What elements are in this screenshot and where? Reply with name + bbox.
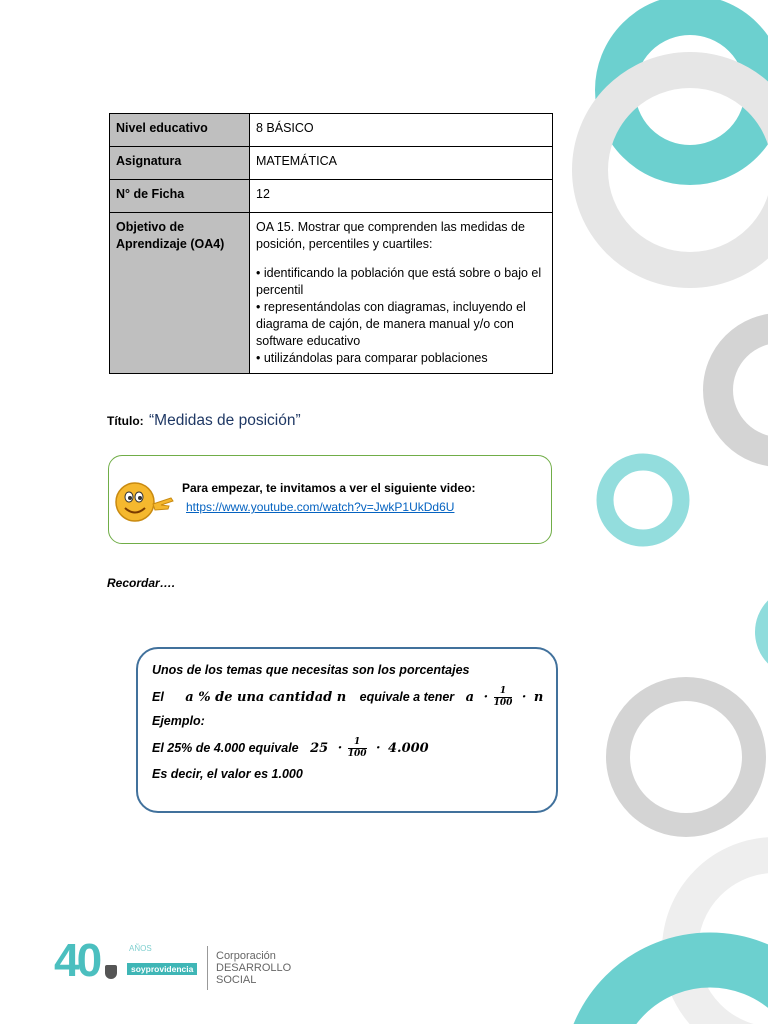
logo-anos: AÑOS <box>129 944 152 953</box>
fraction <box>348 737 367 760</box>
line2-prefix: El <box>152 689 164 704</box>
fraction-numerator: 1 <box>348 737 367 749</box>
logo-40: 40 <box>54 934 100 986</box>
corp-line1: Corporación <box>216 950 276 962</box>
ring-teal-small <box>605 462 681 538</box>
reminder-line1: Unos de los temas que necesitas son los porcentajes <box>152 663 470 677</box>
fraction-denominator: 100 <box>347 749 367 759</box>
reminder-line3: Ejemplo: <box>152 714 205 728</box>
page-title <box>107 412 301 430</box>
objetivo-bullet: • utilizándolas para comparar poblaciones <box>256 351 488 365</box>
objetivo-label-line2: Aprendizaje (OA4) <box>116 237 225 251</box>
video-intro-text: Para empezar, te invitamos a ver el siguiente video: <box>182 481 476 495</box>
dot-operator: · <box>483 689 489 705</box>
line2-a: a <box>465 689 475 705</box>
logo-corporacion <box>216 950 291 986</box>
row-value: MATEMÁTICA <box>250 147 553 180</box>
objetivo-intro: OA 15. Mostrar que comprenden las medidas de posición, percentiles y cuartiles: <box>256 220 525 251</box>
line4-25: 25 <box>310 740 329 756</box>
objetivo-bullet: • identificando la población que está sobre o bajo el percentil <box>256 266 542 297</box>
line2-n: n <box>533 689 544 705</box>
objetivo-value <box>250 213 553 374</box>
table-row-objetivo <box>110 213 553 374</box>
line2-math: a % de una cantidad n <box>185 689 347 705</box>
recordar-heading: Recordar…. <box>107 576 176 590</box>
row-value: 8 BÁSICO <box>250 114 553 147</box>
dot-operator: · <box>521 689 527 705</box>
row-label: Nivel educativo <box>110 114 250 147</box>
info-table <box>109 113 553 374</box>
corp-line3: SOCIAL <box>216 974 257 986</box>
line2-mid: equivale a tener <box>359 689 455 704</box>
objetivo-bullet: • representándolas con diagramas, incluyendo el diagrama de cajón, de manera manual y/o con software educativo <box>256 300 526 348</box>
table-row <box>110 180 553 213</box>
reminder-line2 <box>152 686 543 709</box>
fraction <box>494 686 513 709</box>
video-callout <box>108 455 552 544</box>
objetivo-label-line1: Objetivo de <box>116 220 185 234</box>
fraction-denominator: 100 <box>493 698 513 708</box>
dot-operator: · <box>337 740 343 756</box>
video-link[interactable]: https://www.youtube.com/watch?v=JwkP1UkDd6U <box>186 500 455 514</box>
reminder-line4 <box>152 737 429 760</box>
dot-operator: · <box>375 740 381 756</box>
ring-gray-low <box>618 689 754 825</box>
title-label: Título: <box>107 414 144 428</box>
footer-logo <box>52 932 312 998</box>
row-label: Asignatura <box>110 147 250 180</box>
logo-divider <box>207 946 208 990</box>
ring-gray-mid <box>718 328 768 452</box>
reminder-box <box>136 647 558 813</box>
row-value: 12 <box>250 180 553 213</box>
logo-soyprovidencia: soyprovidencia <box>127 963 197 975</box>
fraction-numerator: 1 <box>494 686 513 698</box>
line4-prefix: El 25% de 4.000 equivale <box>152 740 299 755</box>
ring-teal-edge <box>762 594 768 670</box>
row-label: N° de Ficha <box>110 180 250 213</box>
crest-icon <box>105 965 117 979</box>
table-row <box>110 147 553 180</box>
objetivo-label <box>110 213 250 374</box>
smiley-pointing-icon <box>113 480 177 524</box>
ring-teal-bottom <box>590 960 768 1024</box>
table-row <box>110 114 553 147</box>
corp-line2: DESARROLLO <box>216 962 292 974</box>
reminder-line5: Es decir, el valor es 1.000 <box>152 767 303 781</box>
title-text: “Medidas de posición” <box>149 412 301 429</box>
line4-4000: 4.000 <box>388 740 429 756</box>
